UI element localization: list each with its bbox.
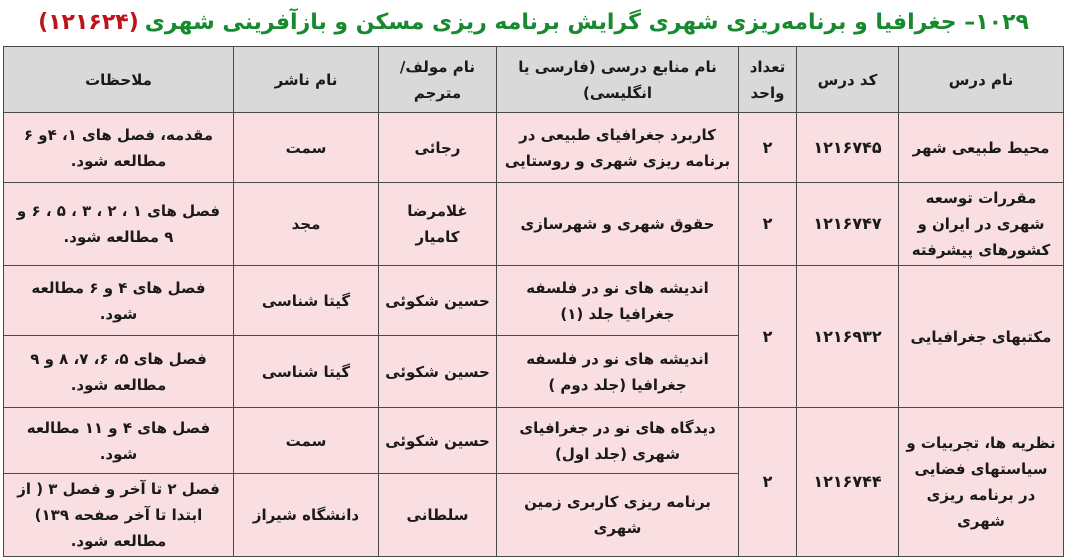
course-author: حسین شکوئی — [379, 336, 497, 408]
page-title — [0, 0, 1067, 44]
header-row — [4, 47, 1064, 113]
course-publisher: دانشگاه شیراز — [234, 474, 379, 557]
course-author: حسین شکوئی — [379, 266, 497, 336]
header-course-code: کد درس — [797, 47, 899, 113]
course-publisher: گیتا شناسی — [234, 336, 379, 408]
course-units: ۲ — [739, 266, 797, 408]
course-author: سلطانی — [379, 474, 497, 557]
header-units: تعداد واحد — [739, 47, 797, 113]
course-source: اندیشه های نو در فلسفه جغرافیا جلد (۱) — [497, 266, 739, 336]
table-row — [4, 408, 1064, 474]
course-source: برنامه ریزی کاربری زمین شهری — [497, 474, 739, 557]
title-text: ۱۰۲۹– جغرافیا و برنامه‌ریزی شهری گرایش برنامه ریزی مسکن و بازآفرینی شهری — [144, 9, 1029, 35]
course-units: ۲ — [739, 183, 797, 266]
course-code: ۱۲۱۶۷۴۷ — [797, 183, 899, 266]
header-publisher: نام ناشر — [234, 47, 379, 113]
course-author: حسین شکوئی — [379, 408, 497, 474]
title-code: (۱۲۱۶۲۴) — [38, 9, 139, 35]
table-row — [4, 266, 1064, 336]
header-sources: نام منابع درسی (فارسی یا انگلیسی) — [497, 47, 739, 113]
table-row — [4, 113, 1064, 183]
course-code: ۱۲۱۶۷۴۴ — [797, 408, 899, 557]
header-course-name: نام درس — [899, 47, 1064, 113]
course-notes: فصل ۲ تا آخر و فصل ۳ ( از ابتدا تا آخر صفحه ۱۳۹) مطالعه شود. — [4, 474, 234, 557]
course-name: مکتبهای جغرافیایی — [899, 266, 1064, 408]
course-publisher: سمت — [234, 408, 379, 474]
header-notes: ملاحظات — [4, 47, 234, 113]
course-notes: فصل های ۵، ۶، ۷، ۸ و ۹ مطالعه شود. — [4, 336, 234, 408]
course-source: حقوق شهری و شهرسازی — [497, 183, 739, 266]
course-table — [3, 46, 1064, 557]
course-name: مقررات توسعه شهری در ایران و کشورهای پیشرفته — [899, 183, 1064, 266]
course-publisher: سمت — [234, 113, 379, 183]
table-row — [4, 183, 1064, 266]
course-units: ۲ — [739, 408, 797, 557]
course-name: نظریه ها، تجربیات و سیاستهای فضایی در برنامه ریزی شهری — [899, 408, 1064, 557]
course-source: کاربرد جغرافیای طبیعی در برنامه ریزی شهری و روستایی — [497, 113, 739, 183]
course-notes: فصل های ۴ و ۶ مطالعه شود. — [4, 266, 234, 336]
course-code: ۱۲۱۶۷۴۵ — [797, 113, 899, 183]
course-author: رجائی — [379, 113, 497, 183]
course-publisher: مجد — [234, 183, 379, 266]
course-publisher: گیتا شناسی — [234, 266, 379, 336]
course-units: ۲ — [739, 113, 797, 183]
course-author: غلامرضا کامیار — [379, 183, 497, 266]
course-name: محیط طبیعی شهر — [899, 113, 1064, 183]
course-notes: فصل های ۱ ، ۲ ، ۳ ، ۵ ، ۶ و ۹ مطالعه شود. — [4, 183, 234, 266]
course-source: اندیشه های نو در فلسفه جغرافیا (جلد دوم ) — [497, 336, 739, 408]
header-author: نام مولف/ مترجم — [379, 47, 497, 113]
course-notes: مقدمه، فصل های ۱، ۴و ۶ مطالعه شود. — [4, 113, 234, 183]
course-source: دیدگاه های نو در جغرافیای شهری (جلد اول) — [497, 408, 739, 474]
course-code: ۱۲۱۶۹۳۲ — [797, 266, 899, 408]
course-notes: فصل های ۴ و ۱۱ مطالعه شود. — [4, 408, 234, 474]
